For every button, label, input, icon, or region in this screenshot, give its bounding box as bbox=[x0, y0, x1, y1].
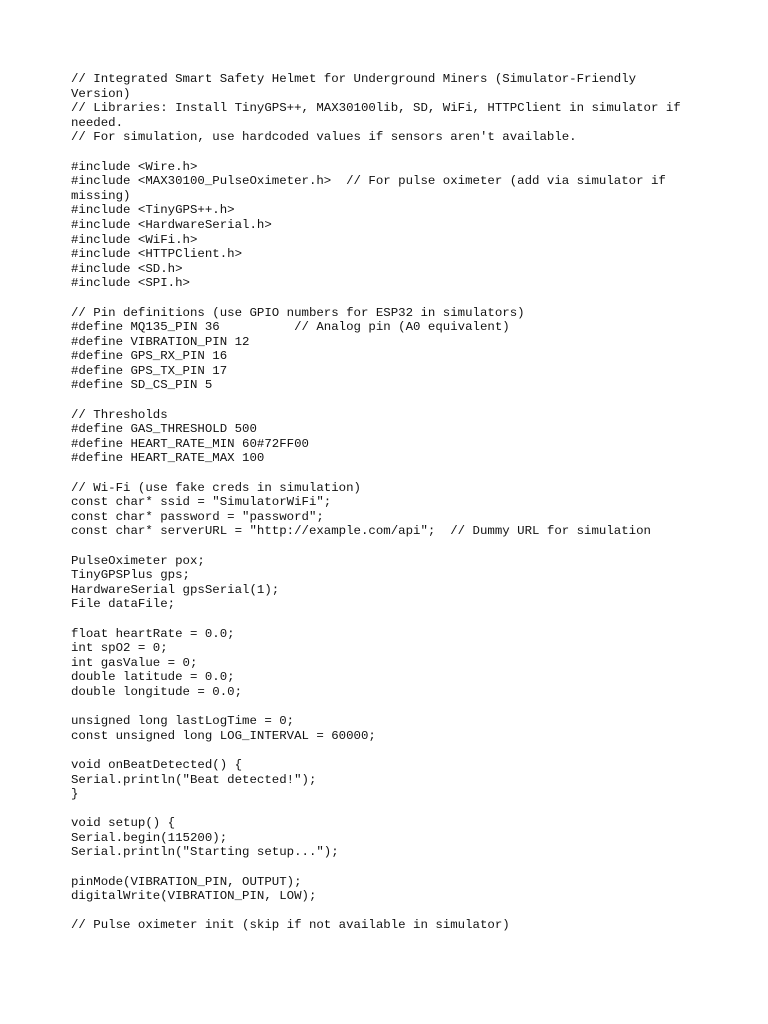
code-line: int gasValue = 0; bbox=[71, 655, 198, 670]
code-line: #include <SD.h> bbox=[71, 261, 183, 276]
code-line: digitalWrite(VIBRATION_PIN, LOW); bbox=[71, 889, 317, 904]
code-listing bbox=[71, 72, 711, 933]
code-line: // For simulation, use hardcoded values if sensors aren't available. bbox=[71, 130, 577, 145]
code-line: TinyGPSPlus gps; bbox=[71, 568, 190, 583]
code-line: #include <MAX30100_PulseOximeter.h> // For pulse oximeter (add via simulator if bbox=[71, 174, 666, 189]
code-line: #include <HardwareSerial.h> bbox=[71, 217, 272, 232]
code-line: #define HEART_RATE_MAX 100 bbox=[71, 451, 265, 466]
code-line: const char* serverURL = "http://example.com/api"; // Dummy URL for simulation bbox=[71, 524, 651, 539]
code-line: pinMode(VIBRATION_PIN, OUTPUT); bbox=[71, 874, 302, 889]
blank-line bbox=[71, 860, 711, 875]
code-line: // Integrated Smart Safety Helmet for Underground Miners (Simulator-Friendly bbox=[71, 72, 637, 86]
code-line: // Pin definitions (use GPIO numbers for ESP32 in simulators) bbox=[71, 305, 525, 320]
blank-line bbox=[71, 291, 711, 306]
code-line: PulseOximeter pox; bbox=[71, 553, 205, 568]
code-line: #define GPS_TX_PIN 17 bbox=[71, 363, 228, 378]
code-line: void onBeatDetected() { bbox=[71, 757, 243, 772]
code-line: const char* ssid = "SimulatorWiFi"; bbox=[71, 495, 332, 510]
code-line: #define GAS_THRESHOLD 500 bbox=[71, 422, 257, 437]
code-line: #define SD_CS_PIN 5 bbox=[71, 378, 213, 393]
blank-line bbox=[71, 466, 711, 481]
code-line: // Pulse oximeter init (skip if not available in simulator) bbox=[71, 918, 510, 933]
code-line: #include <TinyGPS++.h> bbox=[71, 203, 235, 218]
blank-line bbox=[71, 743, 711, 758]
code-line: const char* password = "password"; bbox=[71, 509, 324, 524]
blank-line bbox=[71, 393, 711, 408]
code-line: unsigned long lastLogTime = 0; bbox=[71, 714, 295, 729]
code-line: Serial.begin(115200); bbox=[71, 830, 228, 845]
code-line: // Libraries: Install TinyGPS++, MAX30100lib, SD, WiFi, HTTPClient in simulator if bbox=[71, 101, 681, 116]
code-line: #include <SPI.h> bbox=[71, 276, 190, 291]
code-line: double longitude = 0.0; bbox=[71, 684, 243, 699]
code-line: // Thresholds bbox=[71, 407, 168, 422]
blank-line bbox=[71, 612, 711, 627]
code-line: Version) bbox=[71, 86, 131, 101]
code-line: #include <HTTPClient.h> bbox=[71, 247, 243, 262]
blank-line bbox=[71, 700, 711, 715]
code-line: double latitude = 0.0; bbox=[71, 670, 235, 685]
code-line: needed. bbox=[71, 115, 124, 130]
code-line: missing) bbox=[71, 188, 131, 203]
blank-line bbox=[71, 904, 711, 919]
code-line: } bbox=[71, 787, 79, 802]
code-line: File dataFile; bbox=[71, 597, 176, 612]
code-line: Serial.println("Starting setup..."); bbox=[71, 845, 339, 860]
blank-line bbox=[71, 802, 711, 817]
code-line: const unsigned long LOG_INTERVAL = 60000; bbox=[71, 728, 376, 743]
code-line: void setup() { bbox=[71, 816, 176, 831]
code-line: #define GPS_RX_PIN 16 bbox=[71, 349, 228, 364]
code-line: float heartRate = 0.0; bbox=[71, 626, 235, 641]
code-line: #include <WiFi.h> bbox=[71, 232, 198, 247]
code-line: Serial.println("Beat detected!"); bbox=[71, 772, 317, 787]
code-line: HardwareSerial gpsSerial(1); bbox=[71, 582, 280, 597]
blank-line bbox=[71, 539, 711, 554]
code-line: // Wi-Fi (use fake creds in simulation) bbox=[71, 480, 361, 495]
code-line: #define HEART_RATE_MIN 60#72FF00 bbox=[71, 436, 309, 451]
blank-line bbox=[71, 145, 711, 160]
code-line: #define MQ135_PIN 36 // Analog pin (A0 equivalent) bbox=[71, 320, 510, 335]
code-line: #include <Wire.h> bbox=[71, 159, 198, 174]
code-line: #define VIBRATION_PIN 12 bbox=[71, 334, 250, 349]
code-line: int spO2 = 0; bbox=[71, 641, 168, 656]
